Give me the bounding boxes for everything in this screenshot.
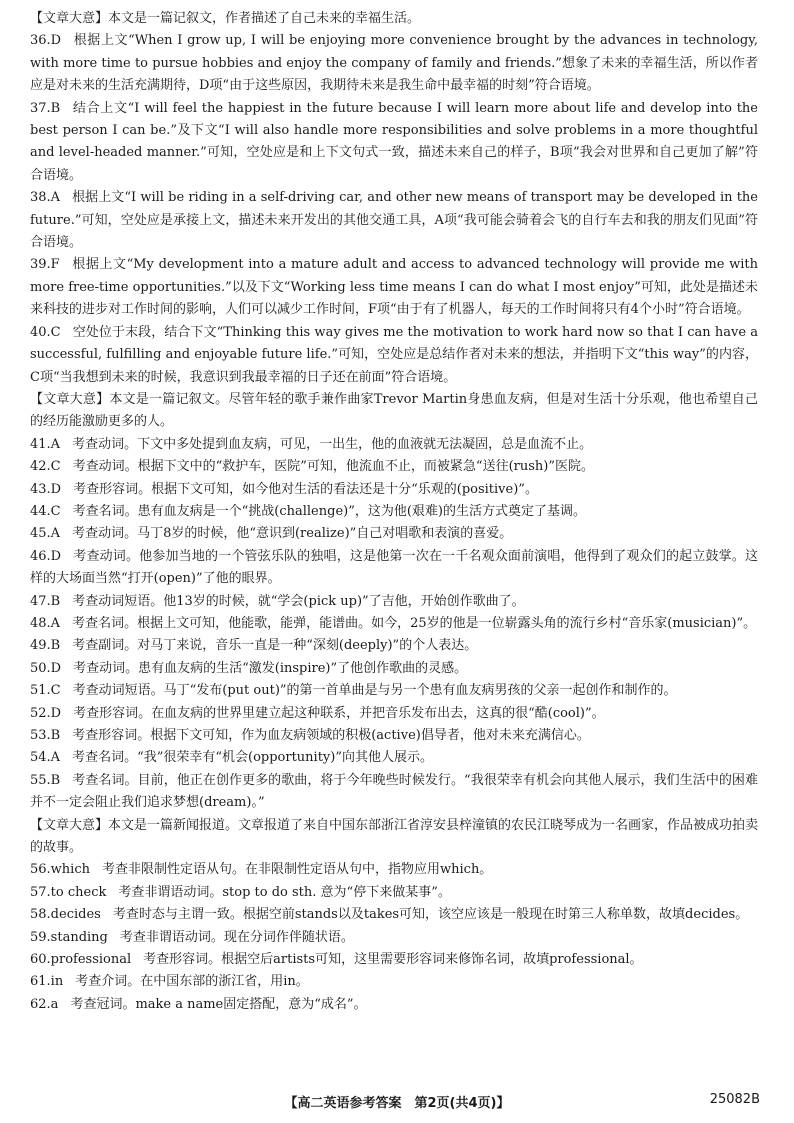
answer-explanation: 考查冠词。make a name固定搭配，意为“成名”。 [70, 996, 367, 1012]
answer-item [30, 456, 758, 478]
page-footer [0, 1092, 794, 1116]
answer-number: 41.A [30, 436, 61, 452]
answer-explanation: 考查名词。患有血友病是一个“挑战(challenge)”，这为他(艰难)的生活方式奠定了基调。 [72, 503, 587, 519]
answer-explanation: 考查动词。根据下文中的“救护车，医院”可知，他流血不止，而被紧急“送往(rush)”医院。 [72, 459, 594, 475]
answer-item [30, 322, 758, 389]
answer-number: 43.D [30, 481, 62, 497]
answer-explanation: 考查形容词。根据空后artists可知，这里需要形容词来修饰名词，故填professional。 [143, 952, 643, 968]
answer-item [30, 501, 758, 523]
answer-explanation: 考查动词。下文中多处提到血友病，可见，一出生，他的血液就无法凝固，总是血流不止。 [72, 436, 593, 452]
answer-explanation: 考查非谓语动词。stop to do sth. 意为“停下来做某事”。 [118, 884, 451, 900]
answer-number: 55.B [30, 772, 61, 788]
answer-explanation: 考查名词。目前，他正在创作更多的歌曲，将于今年晚些时候发行。“我很荣幸有机会向其他人展示，我们生活中的困难并不一定会阻止我们追求梦想(dream)。” [30, 772, 758, 811]
footer-code: 25082B [709, 1092, 760, 1107]
answer-number: 37.B [30, 100, 61, 116]
answer-explanation: 根据上文“My development into a mature adult and access to advanced technology will provide me with more free-time opportunities.”以及下文“Working less time means I can do what I most enjoy”可知，此处是描述未来科技的进步对工作时间的影响，人们可以减少工作时间，F项“由于有了机器人，每天的工作时间将只有4个小时”符合语境。 [30, 257, 758, 318]
answer-item [30, 30, 758, 97]
answer-item [30, 680, 758, 702]
answer-number: 50.D [30, 660, 62, 676]
answer-number: 62.a [30, 996, 59, 1012]
answer-explanation: 根据上文“I will be riding in a self-driving car, and other new means of transport may be developed in the future.”可知，空处应是承接上文，描述未来开发出的其他交通工具，A项“我可能会骑着会飞的自行车去和我的朋友们见面”符合语境。 [30, 190, 758, 251]
answer-number: 53.B [30, 728, 61, 743]
answer-item [30, 725, 758, 747]
answer-item [30, 98, 758, 188]
answer-explanation: 考查动词。马丁8岁的时候，他“意识到(realize)”自己对唱歌和表演的喜爱。 [72, 526, 513, 542]
answer-item [30, 187, 758, 254]
answer-explanation: 考查时态与主谓一致。根据空前stands以及takes可知，该空应该是一般现在时第三人称单数，故填decides。 [112, 907, 749, 923]
answer-explanation: 考查动词。他参加当地的一个管弦乐队的独唱，这是他第一次在一千名观众面前演唱，他得到了观众们的起立鼓掌。这样的大场面当然“打开(open)”了他的眼界。 [30, 548, 758, 587]
answer-explanation: 考查形容词。根据下文可知，如今他对生活的看法还是十分“乐观的(positive)”。 [73, 481, 538, 497]
answer-explanation: 考查介词。在中国东部的浙江省，用in。 [75, 974, 309, 990]
answer-number: 54.A [30, 750, 61, 766]
answer-number: 47.B [30, 593, 61, 609]
answer-item [30, 658, 758, 680]
answer-explanation: 考查非谓语动词。现在分词作伴随状语。 [119, 929, 354, 945]
answer-explanation: 结合上文“I will feel the happiest in the future because I will learn more about life and develop into the best person I can be.”及下文“I will also handle more responsibilities and solve problems in a more thoughtful and level-headed manner.”可知，空处应是和上下文句式一致，描述未来自己的样子，B项“我会对世界和自己更加了解”符合语境。 [30, 100, 758, 183]
answer-explanation: 考查形容词。根据下文可知，作为血友病领域的积极(active)倡导者，他对未来充满信心。 [72, 728, 590, 743]
answer-explanation: 考查非限制性定语从句。在非限制性定语从句中，指物应用which。 [102, 862, 493, 878]
answer-explanation: 考查名词。根据上文可知，他能歌，能弹，能谱曲。如今，25岁的他是一位崭露头角的流行乡村“音乐家(musician)”。 [72, 615, 757, 631]
answer-item [30, 927, 758, 949]
answer-explanation: 考查形容词。在血友病的世界里建立起这种联系，并把音乐发布出去，这真的很“酷(cool)”。 [73, 705, 605, 721]
answer-explanation: 考查动词短语。他13岁的时候，就“学会(pick up)”了吉他，开始创作歌曲了。 [72, 593, 525, 609]
answer-number: 51.C [30, 683, 61, 699]
answer-number: 48.A [30, 615, 61, 631]
answer-item [30, 994, 758, 1016]
answer-number: 39.F [30, 257, 60, 273]
answer-number: 46.D [30, 548, 62, 564]
answer-item [30, 703, 758, 725]
answer-item [30, 882, 758, 904]
answer-item [30, 635, 758, 657]
answer-number: 38.A [30, 190, 61, 206]
answer-item [30, 523, 758, 545]
answer-number: 40.C [30, 324, 61, 340]
answer-explanation: 空处位于末段，结合下文“Thinking this way gives me the motivation to work hard now so that I can have a successful, fulfilling and enjoyable future life.”可知，空处应是总结作者对未来的想法，并指明下文“this way”的内容，C项“当我想到未来的时候，我意识到我最幸福的日子还在前面”符合语境。 [30, 324, 758, 385]
answer-item [30, 254, 758, 321]
answer-number: 57.to check [30, 884, 107, 900]
answer-item [30, 479, 758, 501]
answer-number: 42.C [30, 459, 61, 475]
answer-explanation: 根据上文“When I grow up, I will be enjoying more convenience brought by the advances in technology, with more time to pursue hobbies and enjoy the company of family and friends.”想象了未来的幸福生活，所以作者应是对未来的生活充满期待，D项“由于这些原因，我期待未来是我生命中最幸福的时刻”符合语境。 [30, 33, 758, 94]
answer-explanation: 考查动词。患有血友病的生活“激发(inspire)”了他创作歌曲的灵感。 [73, 660, 468, 676]
answer-item [30, 747, 758, 769]
answer-item [30, 613, 758, 635]
answer-number: 61.in [30, 974, 64, 990]
answer-number: 56.which [30, 862, 90, 878]
answer-explanation: 考查动词短语。马丁“发布(put out)”的第一首单曲是与另一个患有血友病男孩的父亲一起创作和制作的。 [72, 683, 677, 699]
answer-number: 49.B [30, 638, 61, 654]
article-summary: 【文章大意】本文是一篇记叙文。尽管年轻的歌手兼作曲家Trevor Martin身患血友病，但是对生活十分乐观，他也希望自己的经历能激励更多的人。 [30, 391, 758, 430]
answer-number: 60.professional [30, 952, 132, 968]
answer-number: 52.D [30, 705, 62, 721]
answer-item [30, 591, 758, 613]
answer-number: 58.decides [30, 907, 101, 923]
answer-item [30, 546, 758, 591]
article-summary: 【文章大意】本文是一篇记叙文，作者描述了自己未来的幸福生活。 [30, 11, 421, 26]
article-summary: 【文章大意】本文是一篇新闻报道。文章报道了来自中国东部浙江省淳安县梓潼镇的农民江晓琴成为一名画家，作品被成功拍卖的故事。 [30, 817, 759, 856]
answer-item [30, 949, 758, 971]
answer-number: 36.D [30, 33, 62, 49]
answer-explanation: 考查副词。对马丁来说，音乐一直是一种“深刻(deeply)”的个人表达。 [72, 638, 478, 654]
answer-number: 59.standing [30, 929, 108, 945]
answer-item [30, 971, 758, 993]
answer-number: 44.C [30, 503, 61, 519]
answer-item [30, 770, 758, 815]
answer-number: 45.A [30, 526, 61, 542]
answer-item [30, 434, 758, 456]
answer-item [30, 859, 758, 881]
footer-title: 【高二英语参考答案 第2页(共4页)】 [284, 1096, 510, 1111]
answer-item [30, 904, 758, 926]
answer-explanation: 考查名词。“我”很荣幸有“机会(opportunity)”向其他人展示。 [72, 750, 433, 766]
